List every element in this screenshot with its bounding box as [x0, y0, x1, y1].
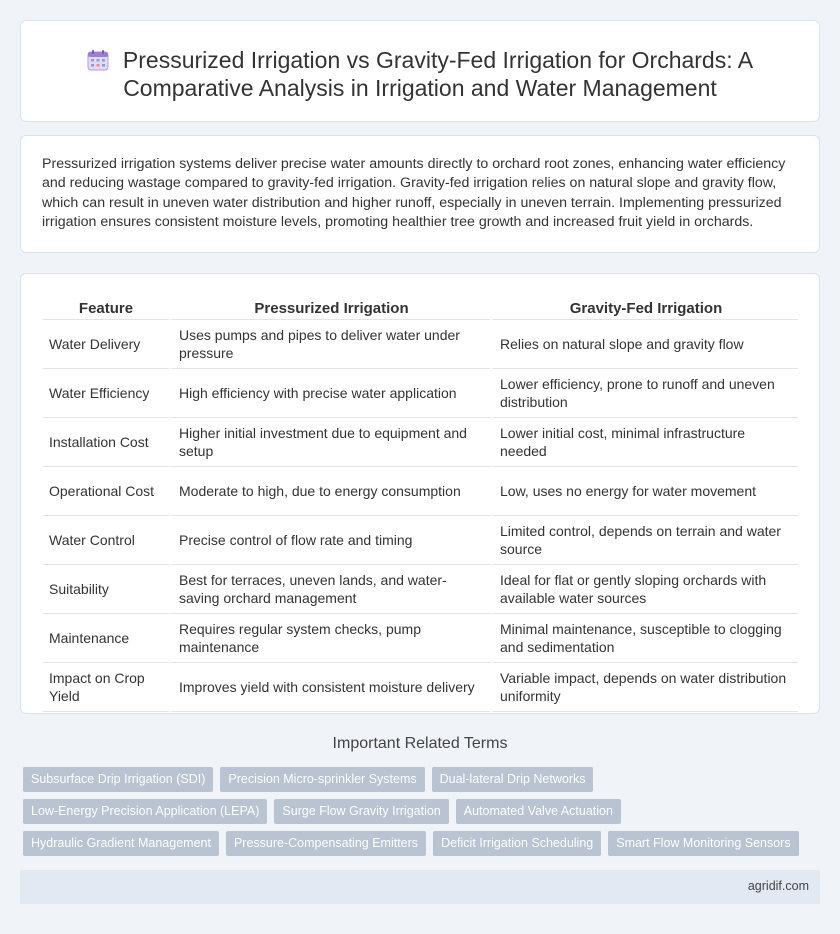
related-term-tag[interactable]: Dual-lateral Drip Networks — [432, 767, 594, 792]
table-cell: Improves yield with consistent moisture delivery — [169, 663, 490, 712]
table-row — [43, 516, 798, 565]
comparison-card — [20, 273, 820, 714]
table-cell: Installation Cost — [43, 418, 169, 467]
intro-card — [20, 135, 820, 253]
table-cell: Best for terraces, uneven lands, and water-saving orchard management — [169, 565, 490, 614]
related-term-tag[interactable]: Hydraulic Gradient Management — [23, 831, 219, 856]
table-cell: Requires regular system checks, pump maintenance — [169, 614, 490, 663]
table-cell: Variable impact, depends on water distribution uniformity — [490, 663, 798, 712]
table-row — [43, 467, 798, 516]
related-terms-tags — [23, 767, 823, 856]
table-cell: Water Control — [43, 516, 169, 565]
related-term-tag[interactable]: Surge Flow Gravity Irrigation — [274, 799, 448, 824]
table-cell: Suitability — [43, 565, 169, 614]
related-term-tag[interactable]: Automated Valve Actuation — [456, 799, 621, 824]
table-cell: High efficiency with precise water application — [169, 369, 490, 418]
table-cell: Higher initial investment due to equipment and setup — [169, 418, 490, 467]
table-cell: Ideal for flat or gently sloping orchards with available water sources — [490, 565, 798, 614]
related-terms-heading: Important Related Terms — [332, 735, 508, 752]
table-cell: Impact on Crop Yield — [43, 663, 169, 712]
table-cell: Lower initial cost, minimal infrastructure needed — [490, 418, 798, 467]
table-cell: Uses pumps and pipes to deliver water under pressure — [169, 320, 490, 369]
table-row — [43, 320, 798, 369]
table-cell: Water Delivery — [43, 320, 169, 369]
table-cell: Maintenance — [43, 614, 169, 663]
table-row — [43, 614, 798, 663]
table-header-row — [43, 296, 798, 320]
table-cell: Precise control of flow rate and timing — [169, 516, 490, 565]
page-title — [81, 46, 759, 102]
related-term-tag[interactable]: Low-Energy Precision Application (LEPA) — [23, 799, 267, 824]
footer — [20, 870, 820, 904]
table-cell: Water Efficiency — [43, 369, 169, 418]
related-term-tag[interactable]: Pressure-Compensating Emitters — [226, 831, 426, 856]
table-row — [43, 565, 798, 614]
table-cell: Lower efficiency, prone to runoff and uneven distribution — [490, 369, 798, 418]
comparison-table — [43, 296, 798, 712]
table-cell: Limited control, depends on terrain and water source — [490, 516, 798, 565]
table-row — [43, 418, 798, 467]
related-term-tag[interactable]: Precision Micro-sprinkler Systems — [220, 767, 424, 792]
intro-paragraph: Pressurized irrigation systems deliver precise water amounts directly to orchard root zones, enhancing water efficiency and reducing wastage compared to gravity-fed irrigation. Gravity-fed irrigation relies on natural slope and gravity flow, which can result in uneven water distribution and higher runoff, especially in uneven terrain. Implementing pressurized irrigation ensures consistent moisture levels, promoting healthier tree growth and increased fruit yield in orchards. — [42, 156, 786, 231]
header-pressurized: Pressurized Irrigation — [169, 296, 490, 320]
table-cell: Operational Cost — [43, 467, 169, 516]
related-term-tag[interactable]: Subsurface Drip Irrigation (SDI) — [23, 767, 213, 792]
header-feature: Feature — [43, 296, 169, 320]
table-cell: Low, uses no energy for water movement — [490, 467, 798, 516]
table-row — [43, 369, 798, 418]
table-cell: Moderate to high, due to energy consumption — [169, 467, 490, 516]
page-title-text: Pressurized Irrigation vs Gravity-Fed Irrigation for Orchards: A Comparative Analysis in Irrigation and Water Management — [122, 47, 754, 101]
table-cell: Minimal maintenance, susceptible to clogging and sedimentation — [490, 614, 798, 663]
table-row — [43, 663, 798, 712]
table-cell: Relies on natural slope and gravity flow — [490, 320, 798, 369]
related-term-tag[interactable]: Smart Flow Monitoring Sensors — [608, 831, 798, 856]
title-card — [20, 20, 820, 122]
related-term-tag[interactable]: Deficit Irrigation Scheduling — [433, 831, 601, 856]
header-gravity: Gravity-Fed Irrigation — [490, 296, 798, 320]
footer-site-link[interactable]: agridif.com — [747, 879, 809, 893]
calendar-icon — [87, 49, 109, 71]
